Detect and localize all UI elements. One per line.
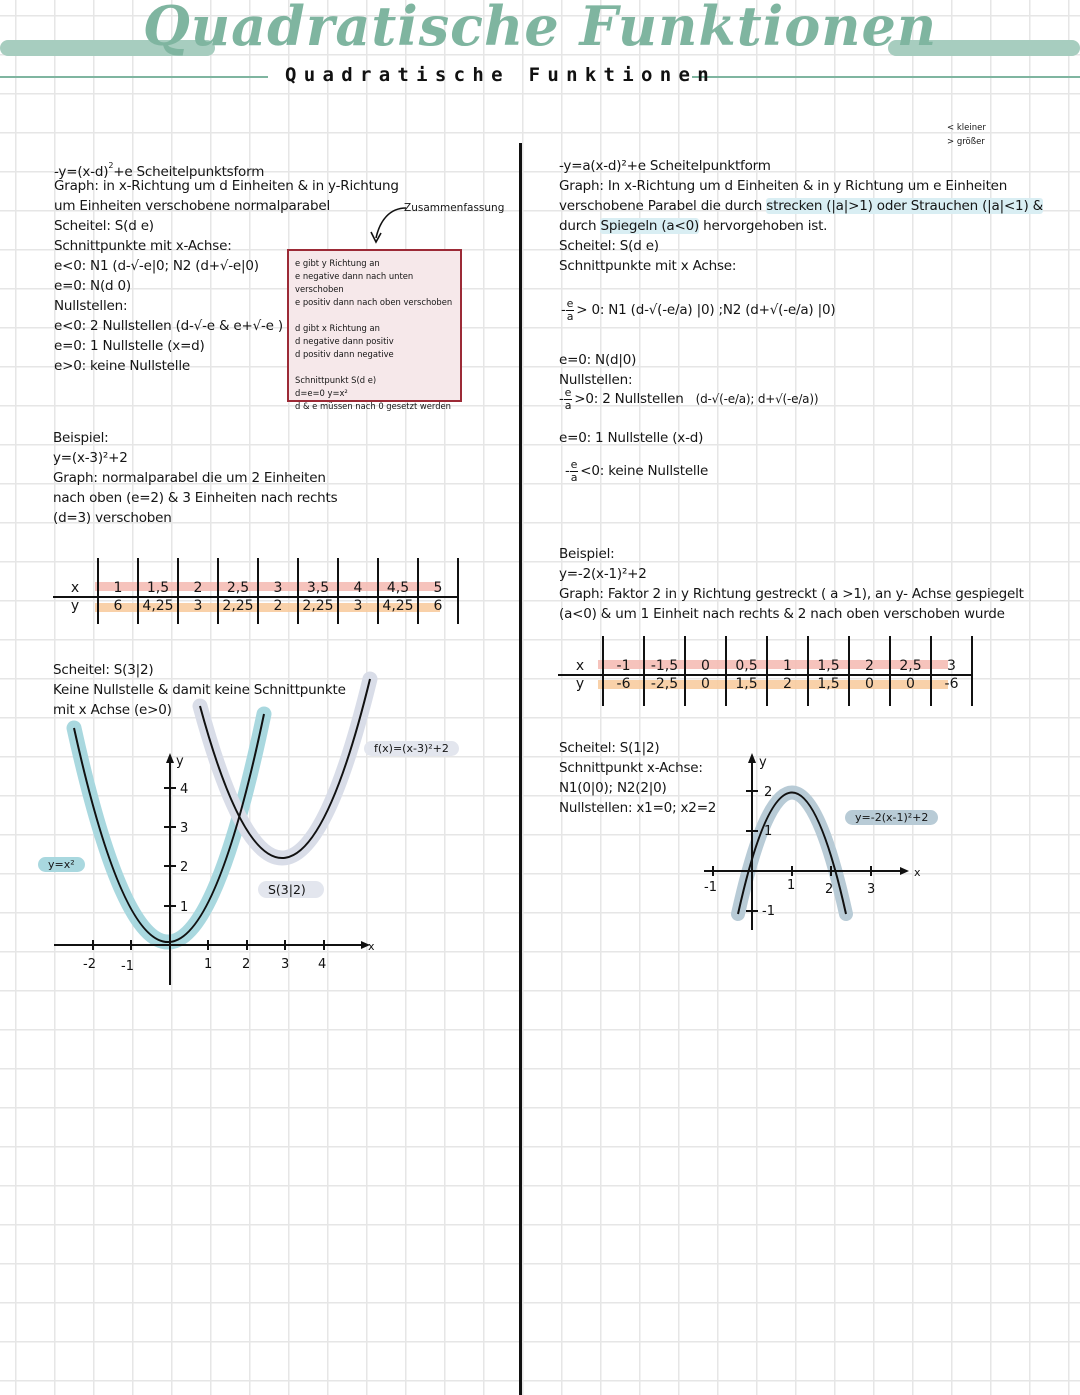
table-cell: 1,5 (808, 636, 849, 675)
y-tick-label: 1 (764, 824, 773, 839)
box-line: e positiv dann nach oben verschoben (295, 297, 453, 307)
no-roots: - $\frac{e}{a}$ <0: keine Nullstelle (565, 457, 709, 484)
box-line: e negative dann nach unten verschoben (295, 271, 414, 294)
text-line: Graph: In x-Richtung um d Einheiten & in y Richtung um e Einheiten (559, 178, 1008, 194)
box-line: e gibt y Richtung an (295, 258, 380, 268)
shifted-function-label: f(x)=(x-3)²+2 (364, 741, 459, 756)
example-heading: Beispiel: (559, 546, 615, 562)
table-cell: 1,5 (726, 675, 767, 706)
text-line: verschobene Parabel die durch strecken (|a|>1) oder Strauchen (|a|<1) & (559, 198, 1043, 214)
table-cell: 1 (98, 558, 138, 597)
y-tick-label: 1 (180, 900, 189, 915)
text-line: e=0: N(d 0) (54, 278, 131, 294)
text-line: Schnittpunkt x-Achse: (559, 760, 703, 776)
table-cell: 3 (338, 597, 378, 624)
text-line: e>0: keine Nullstelle (54, 358, 190, 374)
page-title: Quadratische Funktionen (142, 0, 938, 58)
text-line: mit x Achse (e>0) (53, 702, 172, 718)
table-cell: -6 (603, 675, 644, 706)
text-line: Graph: in x-Richtung um d Einheiten & in y-Richtung (54, 178, 399, 194)
text-line: durch Spiegeln (a<0) hervorgehoben ist. (559, 218, 828, 234)
text-line: um Einheiten verschobene normalparabel (54, 198, 331, 214)
x-tick-label: 2 (242, 957, 251, 972)
table-cell: 4 (338, 558, 378, 597)
example-heading: Beispiel: (53, 430, 109, 446)
table-cell: 5 (418, 558, 458, 597)
y-tick-label: 2 (764, 785, 773, 800)
table-cell: 2 (849, 636, 890, 675)
left-graph (0, 0, 520, 1000)
vertex-text: Scheitel: S(1|2) (559, 740, 660, 756)
table-cell: 4,5 (378, 558, 418, 597)
page-subtitle: Quadratische Funktionen (285, 64, 716, 86)
x-tick-label: 2 (825, 882, 834, 897)
legend-greater: > größer (947, 137, 985, 147)
table-cell: 3 (178, 597, 218, 624)
text-line: Schnittpunkte mit x Achse: (559, 258, 737, 274)
x-label: x (558, 636, 603, 675)
box-line: d=e=0 y=x² (295, 388, 348, 398)
text-line: (d=3) verschoben (53, 510, 172, 526)
text-line: N1(0|0); N2(2|0) (559, 780, 667, 796)
vertex-label: S(3|2) (258, 881, 324, 898)
form-line: -y=a(x-d)²+e Scheitelpunktform (559, 158, 771, 174)
legend-less: < kleiner (947, 123, 986, 133)
two-roots: - $\frac{e}{a}$ >0: 2 Nullstellen (d-√(-e/a); d+√(-e/a)) (559, 385, 819, 412)
x-tick-label: -1 (704, 880, 717, 895)
summary-label: Zusammenfassung (404, 202, 505, 214)
table-cell: -6 (931, 675, 972, 706)
table-cell: 6 (418, 597, 458, 624)
text-line: Scheitel: S(d e) (54, 218, 154, 234)
text-line: nach oben (e=2) & 3 Einheiten nach rechts (53, 490, 338, 506)
text-line: Schnittpunkte mit x-Achse: (54, 238, 232, 254)
box-line: d gibt x Richtung an (295, 323, 380, 333)
y-axis-label: y (176, 754, 184, 769)
text-line: Nullstellen: (54, 298, 128, 314)
table-cell: 2 (258, 597, 298, 624)
x-label: x (53, 558, 98, 597)
y-axis-label: y (759, 755, 767, 770)
box-line: Schnittpunkt S(d e) (295, 375, 377, 385)
table-cell: 6 (98, 597, 138, 624)
x-axis-label: x (368, 940, 375, 953)
x-tick-label: 1 (787, 878, 796, 893)
right-graph (520, 0, 1080, 1000)
roots-condition: - $\frac{e}{a}$ > 0: N1 (d-√(-e/a) |0) ;N2 (d+√(-e/a) |0) (561, 296, 836, 323)
text-line: e<0: N1 (d-√-e|0; N2 (d+√-e|0) (54, 258, 259, 274)
box-line: d positiv dann negative (295, 349, 394, 359)
table-cell: 0 (849, 675, 890, 706)
base-function-label: y=x² (38, 857, 85, 872)
form-line: $-y=(x-d)^2+e$ Scheitelpunktsform (54, 161, 265, 180)
table-cell: 2,5 (890, 636, 931, 675)
table-cell: 2,25 (298, 597, 338, 624)
box-line: d & e müssen nach 0 gesetzt werden (295, 401, 451, 411)
x-tick-label: 3 (867, 882, 876, 897)
table-cell: 1 (767, 636, 808, 675)
y-tick-label: 4 (180, 782, 189, 797)
text-line: e=0: 1 Nullstelle (x=d) (54, 338, 205, 354)
x-axis-label: x (914, 866, 921, 879)
table-cell: 2,25 (218, 597, 258, 624)
text-line: Scheitel: S(d e) (559, 238, 659, 254)
x-tick-label: 4 (318, 957, 327, 972)
table-cell: 3 (258, 558, 298, 597)
table-cell: 0 (685, 636, 726, 675)
table-cell: 0,5 (726, 636, 767, 675)
text-line: (a<0) & um 1 Einheit nach rechts & 2 nach oben verschoben wurde (559, 606, 1005, 622)
table-cell: 4,25 (138, 597, 178, 624)
y-tick-label: -1 (762, 904, 775, 919)
text-line: e=0: N(d|0) (559, 352, 637, 368)
x-tick-label: 1 (204, 957, 213, 972)
table-cell: 1,5 (138, 558, 178, 597)
y-label: y (575, 676, 585, 692)
table-cell: 1,5 (808, 675, 849, 706)
example-formula: y=(x-3)²+2 (53, 450, 128, 466)
text-line: Keine Nullstelle & damit keine Schnittpunkte (53, 682, 346, 698)
vertex-text: Scheitel: S(3|2) (53, 662, 154, 678)
table-cell: -1 (603, 636, 644, 675)
y-label: y (70, 598, 80, 614)
x-tick-label: 3 (281, 957, 290, 972)
text-line: Nullstellen: x1=0; x2=2 (559, 800, 717, 816)
y-tick-label: 2 (180, 860, 189, 875)
one-root: e=0: 1 Nullstelle (x-d) (559, 430, 704, 446)
table-cell: -2,5 (644, 675, 685, 706)
table-cell: 2 (767, 675, 808, 706)
table-cell: 0 (685, 675, 726, 706)
x-tick-label: -1 (121, 959, 134, 974)
text-line: e<0: 2 Nullstellen (d-√-e & e+√-e ) (54, 318, 283, 334)
function-label: y=-2(x-1)²+2 (845, 810, 938, 825)
table-cell: 2,5 (218, 558, 258, 597)
box-line: d negative dann positiv (295, 336, 394, 346)
text-line: Graph: normalparabel die um 2 Einheiten (53, 470, 326, 486)
table-cell: 0 (890, 675, 931, 706)
table-cell: 4,25 (378, 597, 418, 624)
table-cell: -1,5 (644, 636, 685, 675)
table-cell: 3 (931, 636, 972, 675)
y-tick-label: 3 (180, 821, 189, 836)
x-tick-label: -2 (83, 957, 96, 972)
text-line: Graph: Faktor 2 in y Richtung gestreckt ( a >1), an y- Achse gespiegelt (559, 586, 1024, 602)
table-cell: 3,5 (298, 558, 338, 597)
text-line: Nullstellen: (559, 372, 633, 388)
example-formula: y=-2(x-1)²+2 (559, 566, 647, 582)
table-cell: 2 (178, 558, 218, 597)
